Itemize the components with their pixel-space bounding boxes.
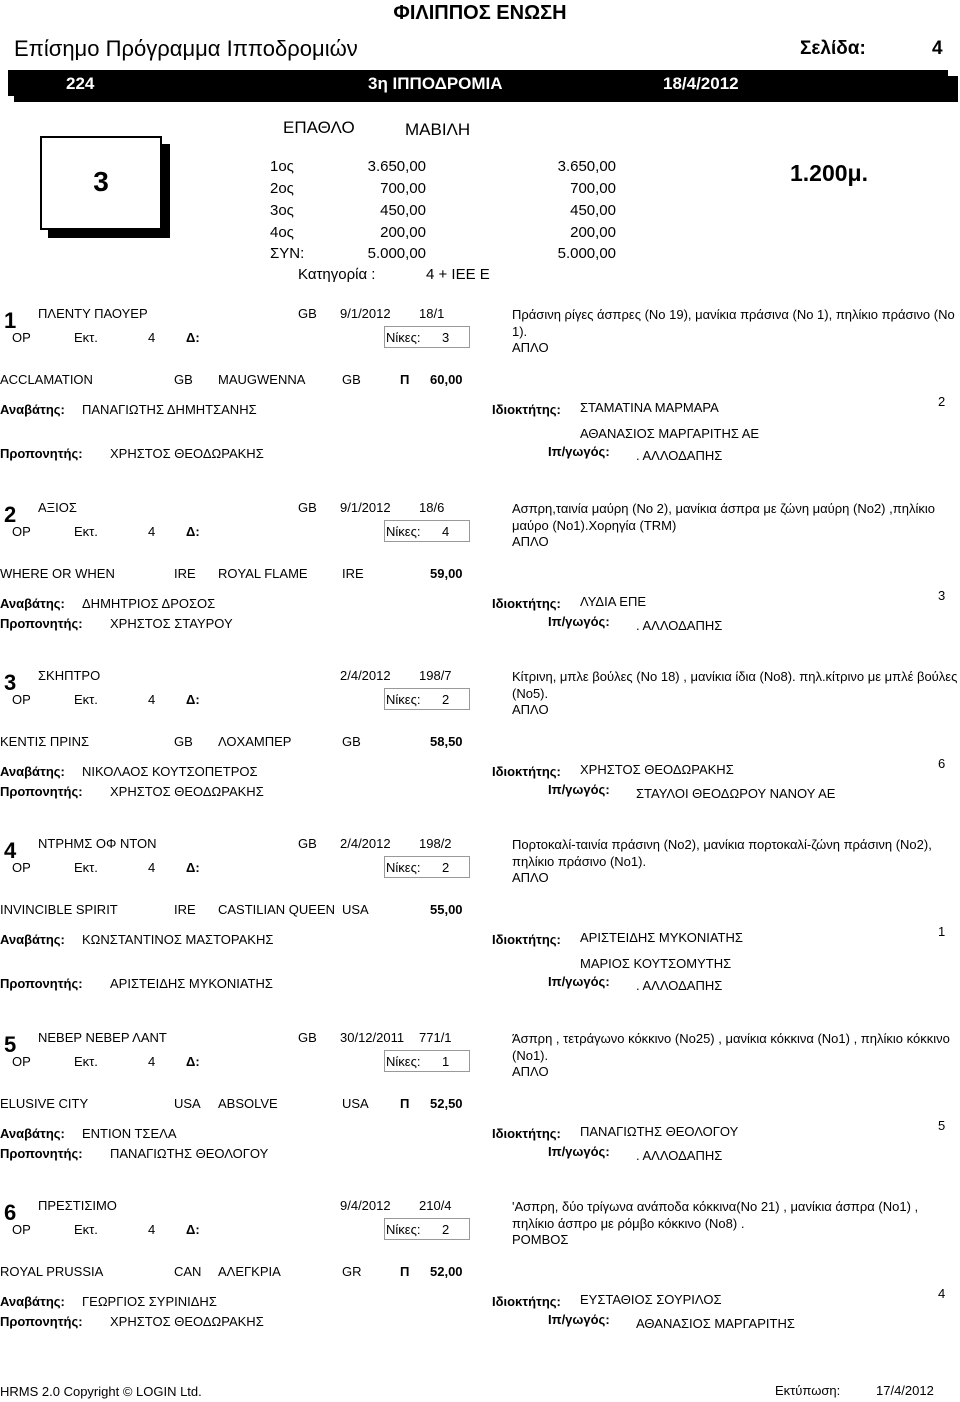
- horse-sire: ELUSIVE CITY: [0, 1096, 89, 1111]
- horse-ekt: 4: [148, 330, 156, 345]
- jockey-label: Αναβάτης:: [0, 1126, 65, 1141]
- horse-flag: Π: [400, 372, 410, 387]
- trainer-label: Προπονητής:: [0, 1314, 83, 1329]
- prize-amount-b: 200,00: [570, 224, 616, 241]
- owner-label: Ιδιοκτήτης:: [492, 402, 561, 417]
- trainer-label: Προπονητής:: [0, 446, 83, 461]
- horse-name: ΝΤΡΗΜΣ ΟΦ ΝΤΟΝ: [38, 836, 157, 851]
- horse-gate: 4: [938, 1286, 946, 1301]
- horse-name: ΑΞΙΟΣ: [38, 500, 77, 515]
- horse-country: GB: [298, 836, 317, 851]
- breeder-label: Ιπ/γωγός:: [548, 1312, 610, 1327]
- prize-amount-a: 3.650,00: [367, 158, 426, 175]
- horse-gate: 5: [938, 1118, 946, 1133]
- horse-silks-type: ΑΠΛΟ: [512, 702, 549, 717]
- prize-place: 3ος: [270, 202, 294, 219]
- horse-number: 4: [4, 838, 17, 863]
- horse-name: ΣΚΗΠΤΡΟ: [38, 668, 101, 683]
- prize-amount-a: 200,00: [380, 224, 426, 241]
- jockey-label: Αναβάτης:: [0, 1294, 65, 1309]
- bar-race-label: 3η ΙΠΠΟΔΡΟΜΙΑ: [368, 74, 503, 93]
- horse-owner: ΕΥΣΤΑΘΙΟΣ ΣΟΥΡΙΛΟΣ: [580, 1292, 722, 1307]
- wins-label: Νίκες:: [386, 330, 421, 345]
- horse-trainer: ΧΡΗΣΤΟΣ ΘΕΟΔΩΡΑΚΗΣ: [110, 784, 264, 799]
- horse-breeder: ΣΤΑΥΛΟΙ ΘΕΟΔΩΡΟΥ ΝΑΝΟΥ ΑΕ: [636, 786, 836, 801]
- prize-place: ΣΥΝ:: [270, 245, 305, 262]
- horse-number: 5: [4, 1032, 17, 1057]
- horse-number: 3: [4, 670, 17, 695]
- horse-country: GB: [298, 306, 317, 321]
- horse-ekt: 4: [148, 524, 156, 539]
- horse-silks-type: ΑΠΛΟ: [512, 534, 549, 549]
- horse-name: ΠΛΕΝΤΥ ΠΑΟΥΕΡ: [38, 306, 148, 321]
- prize-amount-a: 700,00: [380, 180, 426, 197]
- wins-label: Νίκες:: [386, 1054, 421, 1069]
- horse-flag: Π: [400, 1096, 410, 1111]
- category-value: 4 + IEE E: [426, 266, 490, 283]
- horse-trainer: ΧΡΗΣΤΟΣ ΘΕΟΔΩΡΑΚΗΣ: [110, 1314, 264, 1329]
- breeder-label: Ιπ/γωγός:: [548, 614, 610, 629]
- race-name: ΜΑΒΙΛΗ: [405, 120, 471, 139]
- horse-weight: 52,50: [430, 1096, 463, 1111]
- prize-place: 2ος: [270, 180, 294, 197]
- header-bar: [8, 70, 948, 96]
- or-label: ΟΡ: [12, 692, 31, 707]
- prize-amount-a: 450,00: [380, 202, 426, 219]
- horse-code: 198/7: [419, 668, 452, 683]
- horse-weight: 60,00: [430, 372, 463, 387]
- horse-weight: 52,00: [430, 1264, 463, 1279]
- horse-jockey: ΝΙΚΟΛΑΟΣ ΚΟΥΤΣΟΠΕΤΡΟΣ: [82, 764, 258, 779]
- horse-dam-country: USA: [342, 1096, 369, 1111]
- horse-breeder: . ΑΛΛΟΔΑΠΗΣ: [636, 1148, 723, 1163]
- horse-dam: ABSOLVE: [218, 1096, 278, 1111]
- breeder-label: Ιπ/γωγός:: [548, 974, 610, 989]
- breeder-label: Ιπ/γωγός:: [548, 1144, 610, 1159]
- horse-sire: ACCLAMATION: [0, 372, 93, 387]
- breeder-label: Ιπ/γωγός:: [548, 782, 610, 797]
- horse-dam-country: GB: [342, 372, 361, 387]
- jockey-label: Αναβάτης:: [0, 932, 65, 947]
- horse-sire-country: GB: [174, 372, 193, 387]
- horse-dam-country: IRE: [342, 566, 364, 581]
- horse-owner-2: ΑΘΑΝΑΣΙΟΣ ΜΑΡΓΑΡΙΤΗΣ ΑΕ: [580, 426, 760, 441]
- horse-silks-description: Πράσινη ρίγες άσπρες (Νο 19), μανίκια πράσινα (Νο 1), πηλίκιο πράσινο (Νο 1).: [512, 307, 955, 339]
- horse-trainer: ΧΡΗΣΤΟΣ ΘΕΟΔΩΡΑΚΗΣ: [110, 446, 264, 461]
- horse-sire: ΚΕΝΤΙΣ ΠΡΙΝΣ: [0, 734, 90, 749]
- horse-wins: 1: [442, 1054, 450, 1069]
- horse-last-date: 9/1/2012: [340, 500, 391, 515]
- horse-dam: MAUGWENNA: [218, 372, 306, 387]
- horse-sire-country: GB: [174, 734, 193, 749]
- or-label: ΟΡ: [12, 860, 31, 875]
- horse-code: 210/4: [419, 1198, 452, 1213]
- horse-wins: 4: [442, 524, 450, 539]
- prize-amount-b: 3.650,00: [557, 158, 616, 175]
- race-number-box: [40, 136, 162, 230]
- horse-silks-description: 'Ασπρη, δύο τρίγωνα ανάποδα κόκκινα(Νο 21) , μανίκια άσπρα (Νο1) , πηλίκιο άσπρο με ρόμβο κόκκινο (Νο8) .: [512, 1199, 919, 1231]
- horse-breeder: . ΑΛΛΟΔΑΠΗΣ: [636, 448, 723, 463]
- horse-jockey: ΕΝΤΙΟΝ ΤΣΕΛΑ: [82, 1126, 177, 1141]
- page-number: 4: [932, 38, 943, 59]
- horse-dam: ROYAL FLAME: [218, 566, 308, 581]
- club-name: ΦΙΛΙΠΠΟΣ ΕΝΩΣΗ: [393, 2, 567, 24]
- horse-number: 2: [4, 502, 17, 527]
- jockey-label: Αναβάτης:: [0, 764, 65, 779]
- document-title: Επίσημο Πρόγραμμα Ιπποδρομιών: [14, 36, 358, 61]
- ekt-label: Εκτ.: [74, 1222, 98, 1237]
- prize-amount-a: 5.000,00: [367, 245, 426, 262]
- delta-label: Δ:: [186, 524, 200, 539]
- prize-amount-b: 5.000,00: [557, 245, 616, 262]
- horse-silks-description: Κίτρινη, μπλε βούλες (Νο 18) , μανίκια ίδια (Νο8). πηλ.κίτρινο με μπλέ βούλες (Νο5).: [512, 669, 958, 701]
- horse-sire-country: CAN: [174, 1264, 202, 1279]
- horse-silks-description: Πορτοκαλί-ταινία πράσινη (Νο2), μανίκια πορτοκαλί-ζώνη πράσινη (Νο2), πηλίκιο πράσινο (Νο1).: [512, 837, 932, 869]
- horse-wins: 3: [442, 330, 450, 345]
- horse-gate: 3: [938, 588, 946, 603]
- horse-sire: ROYAL PRUSSIA: [0, 1264, 104, 1279]
- wins-label: Νίκες:: [386, 524, 421, 539]
- owner-label: Ιδιοκτήτης:: [492, 596, 561, 611]
- or-label: ΟΡ: [12, 524, 31, 539]
- horse-dam: ΛΟΧΑΜΠΕΡ: [218, 734, 292, 749]
- delta-label: Δ:: [186, 1054, 200, 1069]
- horse-jockey: ΠΑΝΑΓΙΩΤΗΣ ΔΗΜΗΤΣΑΝΗΣ: [82, 402, 257, 417]
- prize-amount-b: 450,00: [570, 202, 616, 219]
- jockey-label: Αναβάτης:: [0, 596, 65, 611]
- horse-name: ΝΕΒΕΡ ΝΕΒΕΡ ΛΑΝΤ: [38, 1030, 167, 1045]
- owner-label: Ιδιοκτήτης:: [492, 1294, 561, 1309]
- horse-last-date: 9/4/2012: [340, 1198, 391, 1213]
- trainer-label: Προπονητής:: [0, 784, 83, 799]
- horse-last-date: 2/4/2012: [340, 668, 391, 683]
- horse-breeder: . ΑΛΛΟΔΑΠΗΣ: [636, 618, 723, 633]
- horse-ekt: 4: [148, 860, 156, 875]
- horse-code: 18/1: [419, 306, 445, 321]
- or-label: ΟΡ: [12, 1222, 31, 1237]
- horse-last-date: 30/12/2011: [340, 1030, 405, 1045]
- ekt-label: Εκτ.: [74, 692, 98, 707]
- horse-gate: 2: [938, 394, 946, 409]
- owner-label: Ιδιοκτήτης:: [492, 1126, 561, 1141]
- horse-country: GB: [298, 1030, 317, 1045]
- horse-ekt: 4: [148, 1054, 156, 1069]
- horse-owner-2: ΜΑΡΙΟΣ ΚΟΥΤΣΟΜΥΤΗΣ: [580, 956, 732, 971]
- page-label: Σελίδα:: [800, 38, 866, 59]
- or-label: ΟΡ: [12, 1054, 31, 1069]
- delta-label: Δ:: [186, 1222, 200, 1237]
- jockey-label: Αναβάτης:: [0, 402, 65, 417]
- or-label: ΟΡ: [12, 330, 31, 345]
- delta-label: Δ:: [186, 692, 200, 707]
- trainer-label: Προπονητής:: [0, 976, 83, 991]
- footer-print-label: Εκτύπωση:: [775, 1383, 841, 1398]
- wins-label: Νίκες:: [386, 1222, 421, 1237]
- bar-date: 18/4/2012: [663, 74, 739, 93]
- horse-dam-country: GB: [342, 734, 361, 749]
- horse-silks-type: ΑΠΛΟ: [512, 1064, 549, 1079]
- horse-last-date: 2/4/2012: [340, 836, 391, 851]
- owner-label: Ιδιοκτήτης:: [492, 764, 561, 779]
- horse-dam-country: USA: [342, 902, 369, 917]
- horse-silks-description: Ασπρη,ταινία μαύρη (Νο 2), μανίκια άσπρα με ζώνη μαύρη (Νο2) ,πηλίκιο μαύρο (Νο1).Χορηγία (TRM): [512, 501, 935, 533]
- horse-owner: ΛΥΔΙΑ ΕΠΕ: [580, 594, 647, 609]
- horse-dam: CASTILIAN QUEEN: [218, 902, 336, 917]
- horse-wins: 2: [442, 1222, 450, 1237]
- horse-country: GB: [298, 500, 317, 515]
- horse-trainer: ΑΡΙΣΤΕΙΔΗΣ ΜΥΚΟΝΙΑΤΗΣ: [110, 976, 273, 991]
- horse-breeder: . ΑΛΛΟΔΑΠΗΣ: [636, 978, 723, 993]
- horse-flag: Π: [400, 1264, 410, 1279]
- ekt-label: Εκτ.: [74, 524, 98, 539]
- horse-sire: WHERE OR WHEN: [0, 566, 115, 581]
- horse-sire-country: IRE: [174, 566, 196, 581]
- horse-jockey: ΔΗΜΗΤΡΙΟΣ ΔΡΟΣΟΣ: [82, 596, 216, 611]
- ekt-label: Εκτ.: [74, 860, 98, 875]
- horse-sire: INVINCIBLE SPIRIT: [0, 902, 118, 917]
- horse-owner: ΑΡΙΣΤΕΙΔΗΣ ΜΥΚΟΝΙΑΤΗΣ: [580, 930, 743, 945]
- horse-owner: ΧΡΗΣΤΟΣ ΘΕΟΔΩΡΑΚΗΣ: [580, 762, 734, 777]
- trainer-label: Προπονητής:: [0, 616, 83, 631]
- horse-owner: ΠΑΝΑΓΙΩΤΗΣ ΘΕΟΛΟΓΟΥ: [580, 1124, 739, 1139]
- footer-copyright: HRMS 2.0 Copyright © LOGIN Ltd.: [0, 1384, 202, 1399]
- horse-last-date: 9/1/2012: [340, 306, 391, 321]
- ekt-label: Εκτ.: [74, 330, 98, 345]
- horse-dam: ΑΛΕΓΚΡΙΑ: [218, 1264, 281, 1279]
- horse-dam-country: GR: [342, 1264, 362, 1279]
- category-label: Κατηγορία :: [298, 266, 376, 283]
- horse-owner: ΣΤΑΜΑΤΙΝΑ ΜΑΡΜΑΡΑ: [580, 400, 719, 415]
- horse-silks-type: ΑΠΛΟ: [512, 340, 549, 355]
- horse-wins: 2: [442, 860, 450, 875]
- horse-jockey: ΚΩΝΣΤΑΝΤΙΝΟΣ ΜΑΣΤΟΡΑΚΗΣ: [82, 932, 274, 947]
- horse-ekt: 4: [148, 692, 156, 707]
- bar-number: 224: [66, 74, 95, 93]
- horse-gate: 1: [938, 924, 946, 939]
- breeder-label: Ιπ/γωγός:: [548, 444, 610, 459]
- horse-code: 18/6: [419, 500, 445, 515]
- horse-silks-type: ΡΟΜΒΟΣ: [512, 1232, 569, 1247]
- horse-trainer: ΧΡΗΣΤΟΣ ΣΤΑΥΡΟΥ: [110, 616, 233, 631]
- horse-weight: 58,50: [430, 734, 463, 749]
- horse-wins: 2: [442, 692, 450, 707]
- race-number: 3: [93, 166, 109, 197]
- horse-ekt: 4: [148, 1222, 156, 1237]
- horse-sire-country: IRE: [174, 902, 196, 917]
- owner-label: Ιδιοκτήτης:: [492, 932, 561, 947]
- horse-weight: 55,00: [430, 902, 463, 917]
- horse-trainer: ΠΑΝΑΓΙΩΤΗΣ ΘΕΟΛΟΓΟΥ: [110, 1146, 269, 1161]
- delta-label: Δ:: [186, 330, 200, 345]
- horse-code: 198/2: [419, 836, 452, 851]
- horse-silks-type: ΑΠΛΟ: [512, 870, 549, 885]
- ekt-label: Εκτ.: [74, 1054, 98, 1069]
- horse-sire-country: USA: [174, 1096, 201, 1111]
- wins-label: Νίκες:: [386, 692, 421, 707]
- horse-code: 771/1: [419, 1030, 452, 1045]
- horse-number: 1: [4, 308, 17, 333]
- race-distance: 1.200μ.: [790, 160, 869, 186]
- prize-place: 4ος: [270, 224, 294, 241]
- delta-label: Δ:: [186, 860, 200, 875]
- horse-number: 6: [4, 1200, 17, 1225]
- horse-name: ΠΡΕΣΤΙΣΙΜΟ: [38, 1198, 117, 1213]
- prize-amount-b: 700,00: [570, 180, 616, 197]
- footer-print-date: 17/4/2012: [876, 1383, 934, 1398]
- prize-label: ΕΠΑΘΛΟ: [283, 118, 355, 137]
- horse-gate: 6: [938, 756, 946, 771]
- trainer-label: Προπονητής:: [0, 1146, 83, 1161]
- horse-silks-description: Άσπρη , τετράγωνο κόκκινο (Νο25) , μανίκια κόκκινα (Νο1) , πηλίκιο κόκκινο (Νο1).: [512, 1031, 950, 1063]
- wins-label: Νίκες:: [386, 860, 421, 875]
- horse-jockey: ΓΕΩΡΓΙΟΣ ΣΥΡΙΝΙΔΗΣ: [82, 1294, 217, 1309]
- prize-place: 1ος: [270, 158, 294, 175]
- horse-breeder: ΑΘΑΝΑΣΙΟΣ ΜΑΡΓΑΡΙΤΗΣ: [636, 1316, 795, 1331]
- horse-weight: 59,00: [430, 566, 463, 581]
